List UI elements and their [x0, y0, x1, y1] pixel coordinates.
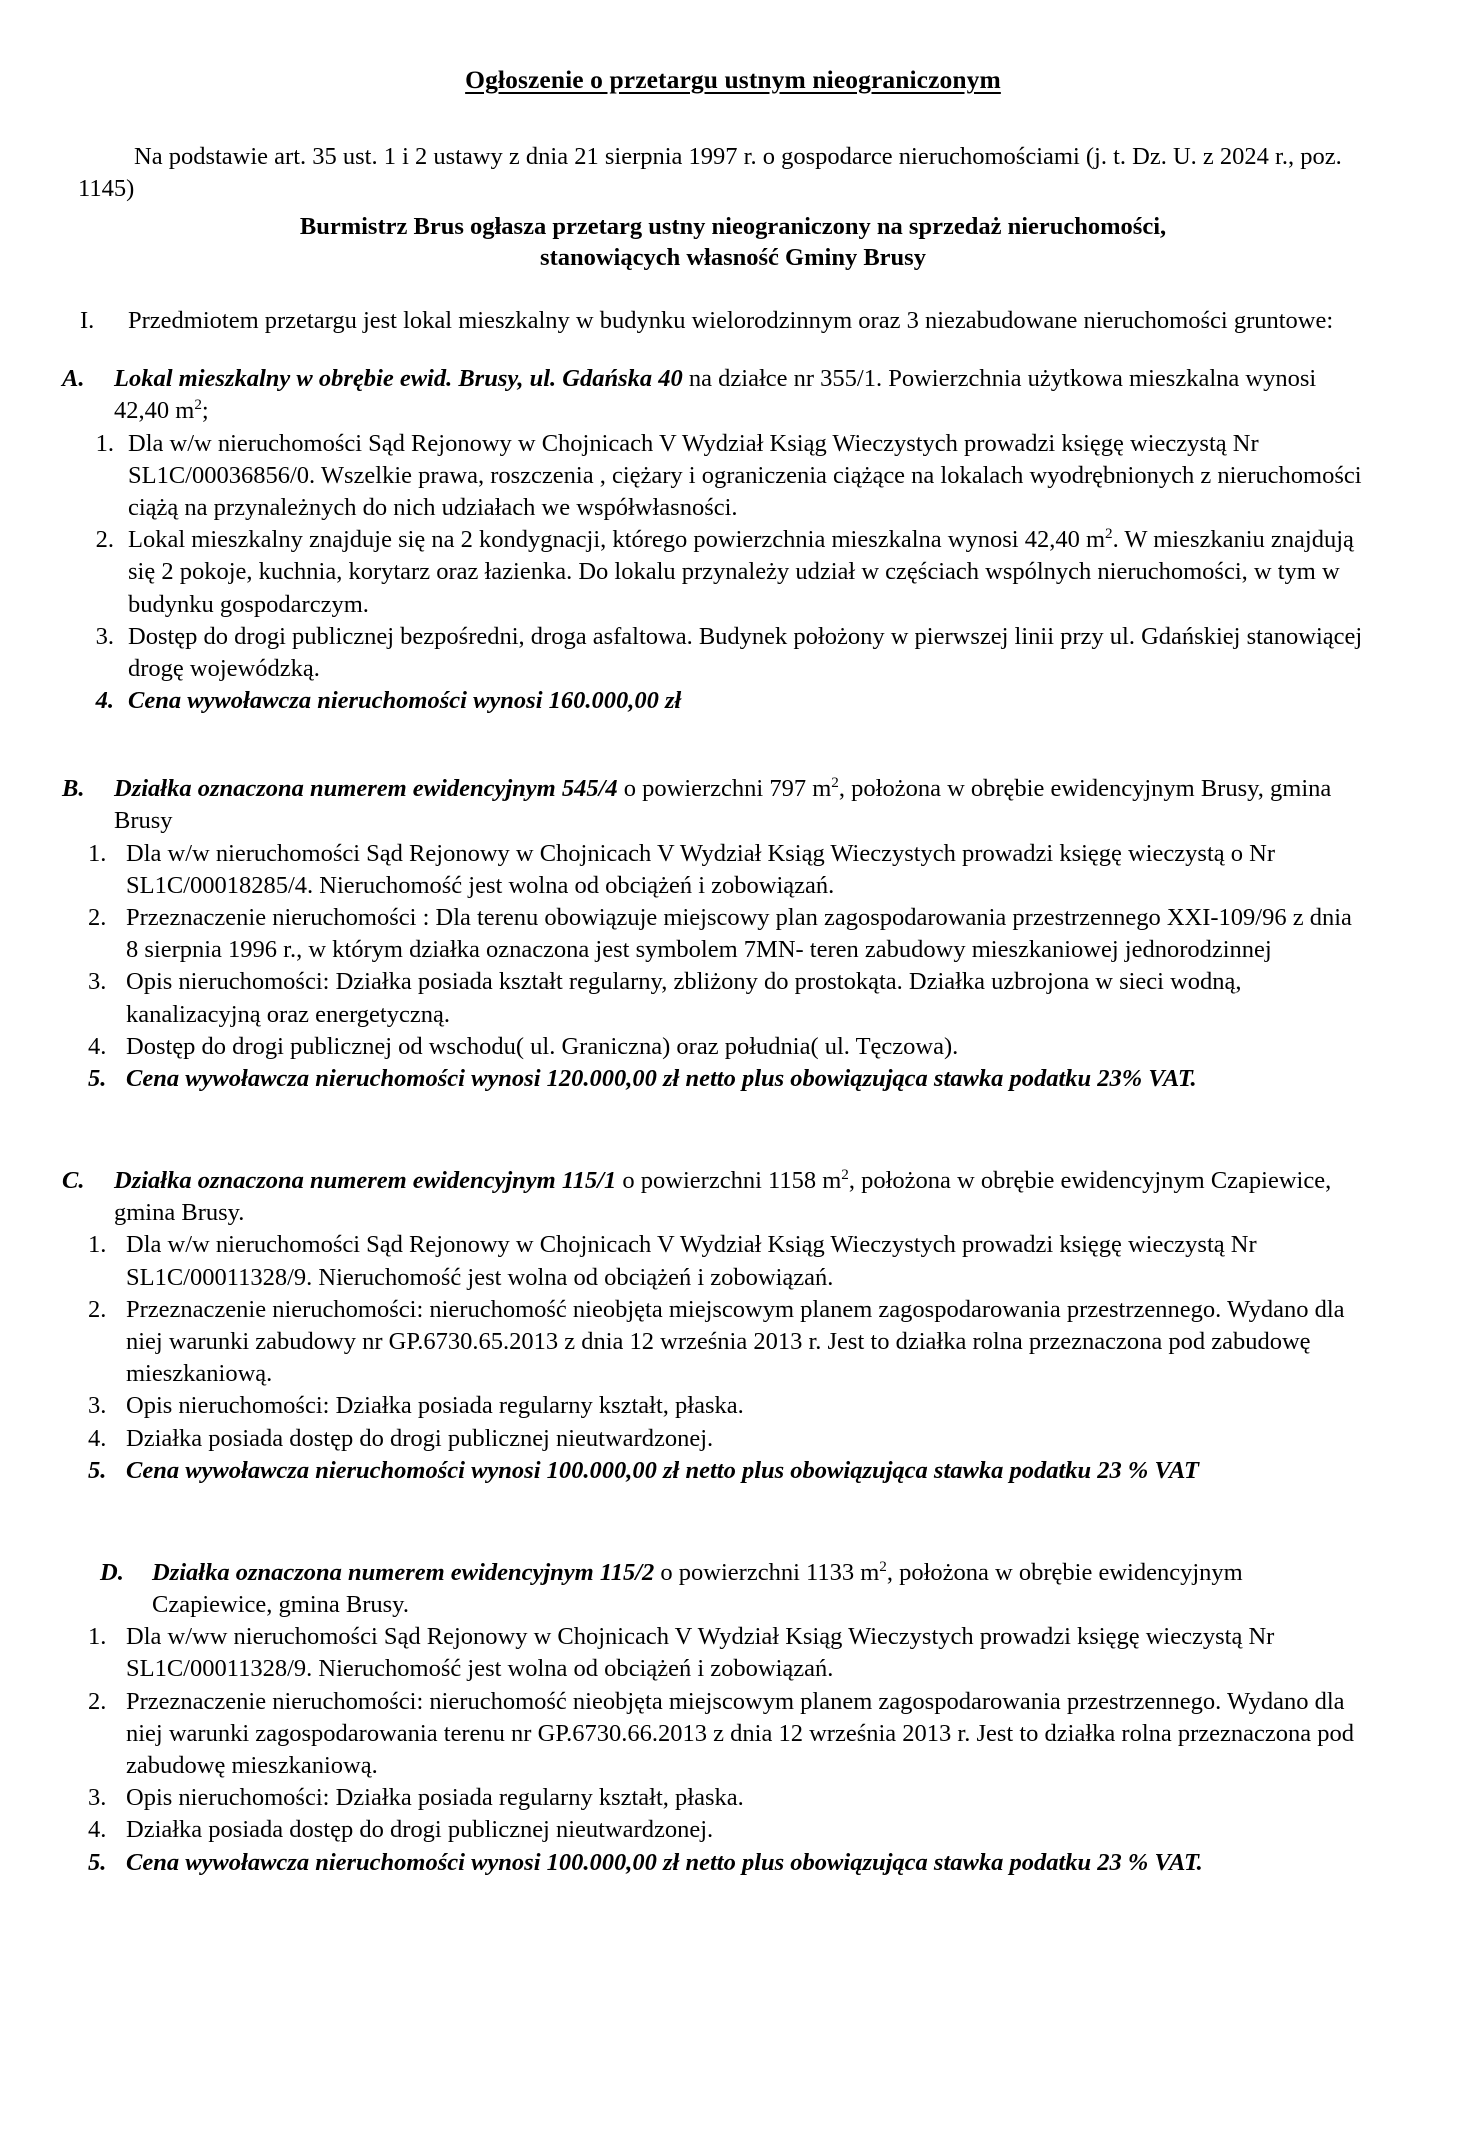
list-item-text-part-b: . W mieszkaniu znajdują się 2 pokoje, kuchnia, korytarz oraz łazienka. Do lokalu przynależy udział w częściach wspólnych nieruchomości, w tym w budynku gospodarczym. — [128, 526, 1354, 618]
list-item-marker: 2. — [88, 903, 107, 931]
section-b-heading-rest-a: o powierzchni 797 m — [617, 775, 832, 803]
legal-basis-paragraph: Na podstawie art. 35 ust. 1 i 2 ustawy z dnia 21 sierpnia 1997 r. o gospodarce nieruchomościami (j. t. Dz. U. z 2024 r., poz. 1145) — [78, 142, 1342, 202]
list-item-marker: 2. — [88, 1687, 107, 1715]
list-item-marker: 1. — [88, 1231, 107, 1259]
section-d-heading — [62, 1557, 1404, 1621]
list-item — [62, 1782, 1404, 1814]
list-item — [62, 1294, 1404, 1391]
subtitle-line-1: Burmistrz Brus ogłasza przetarg ustny nieograniczony na sprzedaż nieruchomości, — [299, 212, 1167, 240]
list-item-text: Dla w/w nieruchomości Sąd Rejonowy w Chojnicach V Wydział Ksiąg Wieczystych prowadzi księgę wieczystą o Nr SL1C/00018285/4. Nieruchomość jest wolna od obciążeń i zobowiązań. — [126, 839, 1275, 899]
list-item-text: Opis nieruchomości: Działka posiada kształt regularny, zbliżony do prostokąta. Działka uzbrojona w sieci wodną, kanalizacyjną oraz energetyczną. — [126, 968, 1242, 1028]
section-a-marker: A. — [62, 365, 85, 393]
section-c-list — [62, 1229, 1404, 1487]
scope-section — [62, 305, 1404, 337]
list-item-marker: 1. — [88, 839, 107, 867]
list-item-text: Przeznaczenie nieruchomości: nieruchomość nieobjęta miejscowym planem zagospodarowania przestrzennego. Wydano dla niej warunki zabudowy nr GP.6730.65.2013 z dnia 12 września 2013 r. Jest to działka rolna przeznaczona pod zabudowę mieszkaniową. — [126, 1295, 1345, 1388]
list-item — [62, 1814, 1404, 1846]
section-spacer — [62, 1487, 1404, 1531]
price-list-item — [62, 1847, 1404, 1879]
list-item-marker: 1. — [88, 1623, 107, 1651]
list-item-marker: 4. — [95, 687, 114, 715]
section-a-heading-superscript: 2 — [194, 396, 202, 414]
section-d-heading-text — [152, 1557, 1404, 1621]
list-item-marker: 1. — [95, 429, 114, 457]
list-item — [62, 1390, 1404, 1422]
section-d-heading-superscript: 2 — [879, 1557, 887, 1575]
section-b-heading-rest-b: , położona w obrębie ewidencyjnym Brusy, gmina Brusy — [114, 775, 1332, 835]
starting-price-text: Cena wywoławcza nieruchomości wynosi 160.000,00 zł — [128, 687, 682, 715]
section-d-heading-rest-a: o powierzchni 1133 m — [654, 1559, 880, 1587]
section-a-heading-rest-a: na działce nr 355/1. Powierzchnia użytkowa mieszkalna wynosi 42,40 m — [114, 365, 1317, 425]
list-item-marker: 3. — [88, 1784, 107, 1812]
section-b-marker: B. — [62, 775, 85, 803]
section-c-marker: C. — [62, 1167, 85, 1195]
section-c-heading — [62, 1165, 1404, 1229]
list-item — [62, 966, 1404, 1030]
list-item-text: Dla w/ww nieruchomości Sąd Rejonowy w Chojnicach V Wydział Ksiąg Wieczystych prowadzi księgę wieczystą Nr SL1C/00011328/9. Nieruchomość jest wolna od obciążeń i zobowiązań. — [126, 1623, 1275, 1683]
section-b — [62, 773, 1404, 1095]
section-d — [62, 1557, 1404, 1879]
price-list-item — [62, 1063, 1404, 1095]
list-item-marker: 3. — [95, 622, 114, 650]
list-item-text: Opis nieruchomości: Działka posiada regularny kształt, płaska. — [126, 1784, 744, 1812]
section-c-heading-rest-b: , położona w obrębie ewidencyjnym Czapiewice, gmina Brusy. — [114, 1167, 1332, 1227]
list-item-text: Dla w/w nieruchomości Sąd Rejonowy w Chojnicach V Wydział Ksiąg Wieczystych prowadzi księgę wieczystą Nr SL1C/00011328/9. Nieruchomość jest wolna od obciążeń i zobowiązań. — [126, 1231, 1257, 1291]
scope-text: Przedmiotem przetargu jest lokal mieszkalny w budynku wielorodzinnym oraz 3 niezabudowane nieruchomości gruntowe: — [128, 307, 1334, 335]
list-item-marker: 2. — [88, 1295, 107, 1323]
section-c — [62, 1165, 1404, 1487]
section-b-heading-superscript: 2 — [831, 774, 839, 792]
list-item — [62, 1686, 1404, 1783]
starting-price-text: Cena wywoławcza nieruchomości wynosi 120.000,00 zł netto plus obowiązująca stawka podatku 23% VAT. — [126, 1065, 1197, 1092]
list-item-text: Dla w/w nieruchomości Sąd Rejonowy w Chojnicach V Wydział Ksiąg Wieczystych prowadzi księgę wieczystą Nr SL1C/00036856/0. Wszelkie prawa, roszczenia , ciężary i ograniczenia ciążące na lokalach wyodrębnionych z nieruchomości ciążą na przynależnych do nich udziałach we współwłasności. — [128, 429, 1362, 521]
list-item — [62, 621, 1404, 685]
list-item-marker: 4. — [88, 1816, 107, 1844]
list-item-text: Działka posiada dostęp do drogi publicznej nieutwardzonej. — [126, 1424, 714, 1452]
list-item-text: Przeznaczenie nieruchomości: nieruchomość nieobjęta miejscowym planem zagospodarowania przestrzennego. Wydano dla niej warunki zagospodarowania terenu nr GP.6730.66.2013 z dnia 12 września 2013 r. Jest to działka rolna przeznaczona pod zabudowę mieszkaniową. — [126, 1687, 1355, 1780]
section-d-heading-bold: Działka oznaczona numerem ewidencyjnym 115/2 — [152, 1559, 655, 1587]
list-item — [62, 902, 1404, 966]
section-a-heading-text — [114, 363, 1404, 427]
section-c-heading-rest-a: o powierzchni 1158 m — [616, 1167, 842, 1195]
list-item-superscript: 2 — [1105, 525, 1113, 543]
section-a — [62, 363, 1404, 717]
list-item — [62, 1423, 1404, 1455]
list-item-marker: 5. — [88, 1065, 107, 1092]
list-item — [62, 838, 1404, 902]
section-b-heading — [62, 773, 1404, 837]
section-d-marker: D. — [100, 1559, 124, 1587]
section-b-heading-text — [114, 773, 1404, 837]
subtitle-line-2: stanowiących własność Gminy Brusy — [540, 243, 926, 271]
list-item-text: Opis nieruchomości: Działka posiada regularny kształt, płaska. — [126, 1392, 744, 1420]
section-c-heading-bold: Działka oznaczona numerem ewidencyjnym 115/1 — [114, 1167, 617, 1195]
section-spacer — [62, 717, 1404, 747]
list-item-text-part-a: Lokal mieszkalny znajduje się na 2 kondygnacji, którego powierzchnia mieszkalna wynosi 42,40 m — [128, 526, 1106, 554]
section-a-list — [62, 428, 1404, 718]
list-item-text: Działka posiada dostęp do drogi publicznej nieutwardzonej. — [126, 1816, 714, 1844]
section-d-list — [62, 1621, 1404, 1879]
list-item-marker: 4. — [88, 1424, 107, 1452]
section-spacer — [62, 1095, 1404, 1139]
list-item-marker: 5. — [88, 1848, 107, 1876]
list-item-marker: 3. — [88, 968, 107, 996]
section-c-heading-text — [114, 1165, 1404, 1229]
list-item — [62, 1229, 1404, 1293]
list-item — [62, 428, 1404, 525]
list-item-text: Przeznaczenie nieruchomości : Dla terenu obowiązuje miejscowy plan zagospodarowania przestrzennego XXI-109/96 z dnia 8 sierpnia 1996 r., w którym działka oznaczona jest symbolem 7MN- teren zabudowy mieszkaniowej jednorodzinnej — [126, 903, 1352, 964]
list-item — [62, 1031, 1404, 1063]
section-c-heading-superscript: 2 — [841, 1166, 849, 1184]
list-item-text: Dostęp do drogi publicznej od wschodu( ul. Graniczna) oraz południa( ul. Tęczowa). — [126, 1032, 959, 1060]
list-item-marker: 5. — [88, 1456, 107, 1484]
price-list-item — [62, 1455, 1404, 1487]
page-title-text: Ogłoszenie o przetargu ustnym nieograniczonym — [465, 65, 1001, 94]
section-b-list — [62, 838, 1404, 1096]
section-a-heading-rest-b: ; — [201, 397, 209, 425]
list-item-marker: 4. — [88, 1032, 107, 1060]
starting-price-text: Cena wywoławcza nieruchomości wynosi 100.000,00 zł netto plus obowiązująca stawka podatku 23 % VAT. — [126, 1848, 1203, 1876]
price-list-item — [62, 685, 1404, 717]
section-a-heading-bold: Lokal mieszkalny w obrębie ewid. Brusy, ul. Gdańska 40 — [114, 365, 683, 393]
list-item-text: Dostęp do drogi publicznej bezpośredni, droga asfaltowa. Budynek położony w pierwszej linii przy ul. Gdańskiej stanowiącej drogę wojewódzką. — [128, 622, 1363, 682]
section-a-heading — [62, 363, 1404, 427]
list-item — [62, 524, 1404, 621]
list-item — [62, 1621, 1404, 1685]
scope-marker: I. — [80, 307, 95, 335]
list-item-text — [128, 524, 1404, 621]
list-item-marker: 2. — [95, 526, 114, 554]
section-b-heading-bold: Działka oznaczona numerem ewidencyjnym 545/4 — [114, 775, 618, 803]
section-d-heading-rest-b: , położona w obrębie ewidencyjnym Czapiewice, gmina Brusy. — [152, 1559, 1243, 1619]
page-title — [62, 64, 1404, 96]
announcement-subtitle — [62, 211, 1404, 274]
list-item-marker: 3. — [88, 1392, 107, 1420]
starting-price-text: Cena wywoławcza nieruchomości wynosi 100.000,00 zł netto plus obowiązująca stawka podatku 23 % VAT — [126, 1456, 1199, 1484]
